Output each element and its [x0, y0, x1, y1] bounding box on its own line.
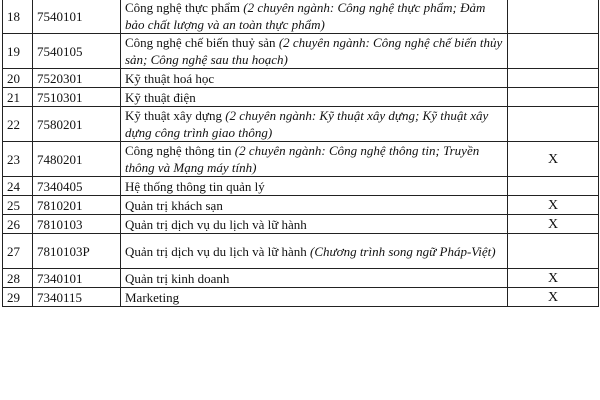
row-number: 21	[3, 88, 33, 107]
major-name: Quản trị khách sạn	[125, 197, 223, 213]
table-row	[3, 196, 599, 215]
selection-mark	[508, 69, 599, 88]
major-name-cell	[121, 107, 508, 142]
major-name-cell	[121, 215, 508, 234]
major-code: 7520301	[33, 69, 121, 88]
table-row	[3, 177, 599, 196]
major-name-cell	[121, 34, 508, 69]
table-row	[3, 34, 599, 69]
major-name: Quản trị kinh doanh	[125, 270, 230, 286]
major-name-cell	[121, 0, 508, 34]
table-row	[3, 69, 599, 88]
row-number: 19	[3, 34, 33, 69]
major-note: (2 chuyên ngành: Công nghệ thông tin; Truyền thông và Mạng máy tính)	[125, 143, 480, 175]
selection-mark	[508, 177, 599, 196]
major-name-cell	[121, 177, 508, 196]
major-name: Quản trị dịch vụ du lịch và lữ hành	[125, 243, 307, 259]
major-name: Marketing	[125, 289, 180, 305]
major-name-cell	[121, 196, 508, 215]
major-note: (2 chuyên ngành: Công nghệ chế biến thủy sản; Công nghệ sau thu hoạch)	[125, 35, 503, 67]
major-name-cell	[121, 234, 508, 269]
table-row	[3, 88, 599, 107]
major-name-cell	[121, 288, 508, 307]
row-number: 18	[3, 0, 33, 34]
row-number: 27	[3, 234, 33, 269]
major-code: 7480201	[33, 142, 121, 177]
selection-mark: X	[508, 215, 599, 234]
major-code: 7580201	[33, 107, 121, 142]
selection-mark: X	[508, 142, 599, 177]
selection-mark	[508, 88, 599, 107]
major-code: 7510301	[33, 88, 121, 107]
selection-mark: X	[508, 196, 599, 215]
major-code: 7340115	[33, 288, 121, 307]
major-name: Kỹ thuật xây dựng	[125, 108, 222, 123]
selection-mark	[508, 34, 599, 69]
major-code: 7810201	[33, 196, 121, 215]
row-number: 25	[3, 196, 33, 215]
table-row	[3, 107, 599, 142]
table-row	[3, 142, 599, 177]
table-row	[3, 215, 599, 234]
row-number: 20	[3, 69, 33, 88]
major-code: 7540101	[33, 0, 121, 34]
table-row	[3, 0, 599, 34]
row-number: 24	[3, 177, 33, 196]
major-name: Hệ thống thông tin quản lý	[125, 178, 265, 194]
row-number: 23	[3, 142, 33, 177]
major-name: Quản trị dịch vụ du lịch và lữ hành	[125, 216, 307, 232]
table-row	[3, 269, 599, 288]
major-name-cell	[121, 269, 508, 288]
major-name-cell	[121, 69, 508, 88]
major-name: Kỹ thuật điện	[125, 89, 196, 105]
major-note: (2 chuyên ngành: Kỹ thuật xây dựng; Kỹ thuật xây dựng công trình giao thông)	[125, 108, 489, 140]
major-name: Công nghệ chế biến thuỷ sản	[125, 35, 276, 50]
table-row	[3, 288, 599, 307]
table-row	[3, 234, 599, 269]
major-name-cell	[121, 88, 508, 107]
major-note: (2 chuyên ngành: Công nghệ thực phẩm; Đảm bảo chất lượng và an toàn thực phẩm)	[125, 0, 486, 32]
row-number: 28	[3, 269, 33, 288]
majors-table	[2, 0, 599, 307]
selection-mark	[508, 107, 599, 142]
majors-table-body	[3, 0, 599, 307]
row-number: 29	[3, 288, 33, 307]
selection-mark: X	[508, 269, 599, 288]
row-number: 22	[3, 107, 33, 142]
selection-mark: X	[508, 288, 599, 307]
major-code: 7810103P	[33, 234, 121, 269]
major-code: 7340405	[33, 177, 121, 196]
selection-mark	[508, 0, 599, 34]
major-code: 7340101	[33, 269, 121, 288]
major-code: 7540105	[33, 34, 121, 69]
major-name: Công nghệ thông tin	[125, 143, 232, 158]
selection-mark	[508, 234, 599, 269]
major-name: Kỹ thuật hoá học	[125, 70, 215, 86]
major-note: (Chương trình song ngữ Pháp-Việt)	[310, 243, 496, 259]
major-name-cell	[121, 142, 508, 177]
row-number: 26	[3, 215, 33, 234]
major-code: 7810103	[33, 215, 121, 234]
major-name: Công nghệ thực phẩm	[125, 0, 241, 15]
